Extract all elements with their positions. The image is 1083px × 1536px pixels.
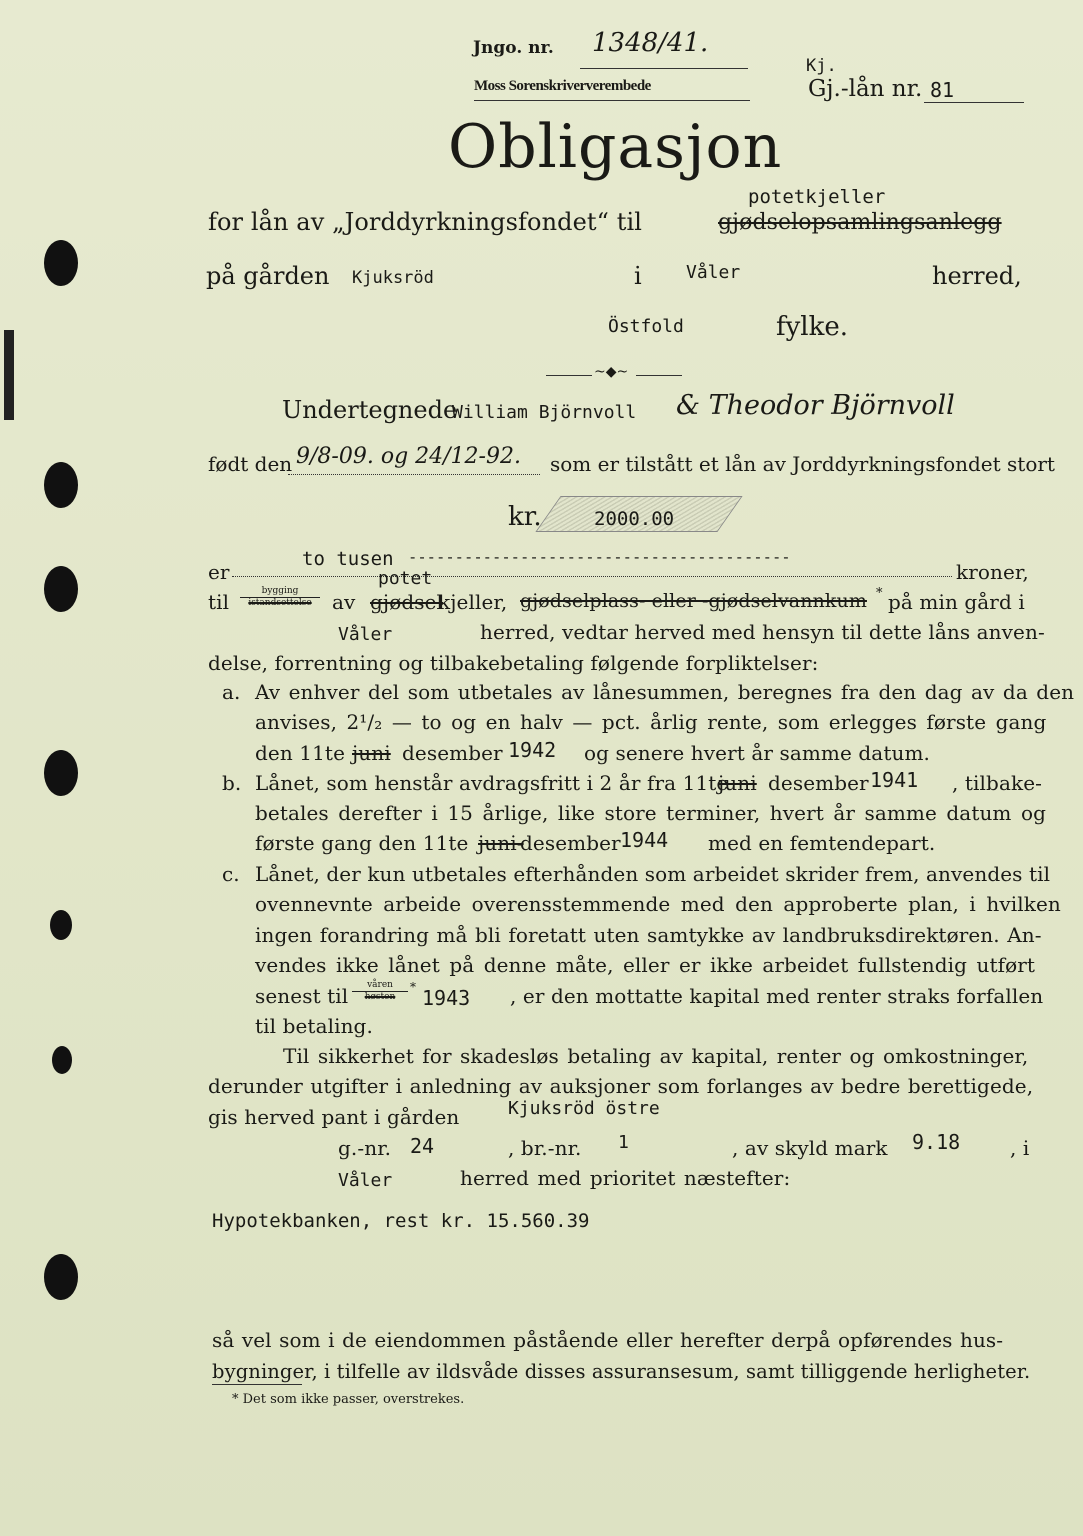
clause-c-line1: Lånet, der kun utbetales efterhånden som arbeidet skrider frem, anvendes til (255, 862, 1051, 886)
skyld-value: 9.18 (912, 1130, 961, 1154)
kjeller-text: kjeller, (438, 590, 508, 614)
herred-text: herred, vedtar herved med hensyn til dette låns anven- (480, 620, 1045, 644)
clause-b-year: 1941 (870, 768, 919, 792)
clause-a-struck: juni (352, 741, 391, 765)
words-prefix: er (208, 560, 230, 584)
county-name: Östfold (608, 316, 684, 337)
gnr-label: g.-nr. (338, 1136, 392, 1160)
security-priority: herred med prioritet næstefter: (460, 1166, 791, 1190)
born-label: født den (208, 452, 293, 476)
struck-gjodsel: gjødsel (370, 590, 444, 614)
clause-b-month: desember (768, 771, 869, 795)
clause-a-line1: Av enhver del som utbetales av lånesummen, beregnes fra den dag av da den (255, 680, 1075, 704)
ornament: ~◆~ (594, 364, 629, 380)
skyld-suffix: , i (1010, 1136, 1030, 1160)
clause-a-line2: anvises, 2¹/₂ — to og en halv — pct. årlig rente, som erlegges første gang (255, 710, 1047, 734)
footnote-star: * (876, 586, 883, 601)
farm-suffix: herred, (932, 262, 1022, 290)
fraction-bottom: istandsettelse (240, 597, 320, 608)
clause-b-struck2: juni- (478, 831, 524, 855)
inserted-potet: potet (378, 568, 433, 589)
season-fraction-bottom: høsten (352, 991, 408, 1002)
clause-b-struck: juni (718, 771, 757, 795)
undersigned-hand-name: & Theodor Björnvoll (676, 390, 955, 421)
bnr-value: 1 (618, 1132, 629, 1153)
clause-b-line3-post: med en femtendepart. (708, 831, 936, 855)
struck-purpose: gjødselopsamlingsanlegg (718, 210, 1002, 235)
herred-municipality: Våler (338, 624, 393, 645)
gnr-value: 24 (410, 1134, 435, 1158)
clause-c-marker: c. (222, 862, 240, 886)
security-line2: derunder utgifter i anledning av auksjoner som forlanges av bedre berettigede, (208, 1074, 1034, 1098)
office-underline (474, 100, 750, 101)
delse-line: delse, forrentning og tilbakebetaling følgende forpliktelser: (208, 651, 819, 675)
closing-line1: så vel som i de eiendommen påstående eller herefter derpå opførendes hus- (212, 1328, 1004, 1352)
clause-a-year: 1942 (508, 738, 557, 762)
for-loan-text: for lån av „Jorddyrkningsfondet“ til (208, 208, 643, 236)
amount-label: kr. (508, 502, 542, 532)
loan-label: Gj.-lån nr. (808, 76, 923, 102)
clause-c-year: 1943 (422, 986, 471, 1010)
farm-name: Kjuksröd (352, 268, 434, 288)
ornament-rule-left (546, 375, 592, 376)
loan-underline (924, 102, 1024, 103)
skyld-label: , av skyld mark (732, 1136, 888, 1160)
words-underline (232, 576, 952, 577)
farm-prefix: på gården (206, 262, 330, 290)
fraction-top: bygging (261, 586, 299, 596)
security-line1: Til sikkerhet for skadesløs betaling av kapital, renter og omkostninger, (283, 1044, 1029, 1068)
undersigned-label: Undertegnede (282, 396, 458, 424)
edge-mark (4, 330, 14, 420)
clause-b-line3-pre: første gang den 11te (255, 831, 469, 855)
loan-number: 81 (930, 78, 955, 102)
county-suffix: fylke. (776, 312, 849, 342)
construction-fraction (240, 586, 320, 608)
clause-c-line6: til betaling. (255, 1014, 373, 1038)
farm-i: i (634, 262, 642, 290)
farm-municipality: Våler (686, 262, 741, 283)
footnote: * Det som ikke passer, overstrekes. (232, 1392, 465, 1407)
clause-a-month: desember (402, 741, 503, 765)
born-underline (288, 474, 540, 475)
clause-b-month2: desember (520, 831, 621, 855)
til-line-rest: på min gård i (888, 590, 1025, 614)
priority-entry: Hypotekbanken, rest kr. 15.560.39 (212, 1210, 590, 1232)
av-label: av (332, 590, 356, 614)
born-dates-hand: 9/8-09. og 24/12-92. (296, 444, 521, 469)
clause-c-line4: vendes ikke lånet på denne måte, eller er ikke arbeidet fullstendig utført (255, 953, 1036, 977)
loan-prefix-hand: Kj. (806, 56, 837, 76)
closing-line2: bygninger, i tilfelle av ildsvåde disses assuransesum, samt tilliggende herligheter. (212, 1360, 1031, 1383)
document-title: Obligasjon (448, 112, 783, 182)
season-star: * (410, 980, 416, 994)
punch-hole (50, 910, 72, 940)
undersigned-typed-name: William Björnvoll (452, 402, 637, 423)
inserted-purpose: potetkjeller (748, 186, 886, 208)
words-suffix: kroner, (956, 560, 1029, 584)
journal-underline (580, 68, 748, 69)
punch-hole (52, 1046, 72, 1074)
journal-number: 1348/41. (592, 28, 709, 58)
journal-label: Jngo. nr. (473, 38, 554, 58)
ornament-rule-right (636, 375, 682, 376)
struck-gjodselplass: gjødselplass- eller -gjødselvannkum (520, 590, 867, 612)
security-line3: gis herved pant i gården (208, 1105, 460, 1129)
footnote-rule (212, 1384, 302, 1385)
amount-words: to tusen (302, 548, 394, 570)
clause-b-line2: betales derefter i 15 årlige, like store terminer, hvert år samme datum og (255, 801, 1046, 825)
clause-b-line1-pre: Lånet, som henstår avdragsfritt i 2 år fra 11te (255, 771, 729, 795)
til-label: til (208, 590, 230, 614)
born-suffix: som er tilstått et lån av Jorddyrkningsfondet stort (550, 452, 1055, 476)
clause-a-line3-post: og senere hvert år samme datum. (584, 741, 930, 765)
clause-a-marker: a. (222, 680, 241, 704)
amount-value: 2000.00 (594, 508, 675, 530)
punch-hole (44, 1254, 78, 1300)
amount-words-dashes: ----------------------------------------- (408, 548, 791, 566)
clause-b-marker: b. (222, 771, 242, 795)
security-municipality: Våler (338, 1170, 393, 1191)
punch-hole (44, 750, 78, 796)
punch-hole (44, 462, 78, 508)
punch-hole (44, 240, 78, 286)
season-fraction-top: våren (367, 980, 393, 990)
clause-c-line5-post: , er den mottatte kapital med renter straks forfallen (510, 984, 1044, 1008)
bnr-label: , br.-nr. (508, 1136, 582, 1160)
clause-c-line3: ingen forandring må bli foretatt uten samtykke av landbruksdirektøren. An- (255, 923, 1042, 947)
punch-hole (44, 566, 78, 612)
clause-b-year2: 1944 (620, 828, 669, 852)
clause-a-line3-pre: den 11te (255, 741, 345, 765)
security-farm: Kjuksröd östre (508, 1098, 660, 1119)
office-stamp: Moss Sorenskriververembede (474, 78, 651, 94)
clause-c-line5-pre: senest til (255, 984, 349, 1008)
season-fraction (352, 980, 408, 1002)
clause-b-line1-post: , tilbake- (952, 771, 1042, 795)
clause-c-line2: ovennevnte arbeide overensstemmende med den approberte plan, i hvilken (255, 892, 1061, 916)
